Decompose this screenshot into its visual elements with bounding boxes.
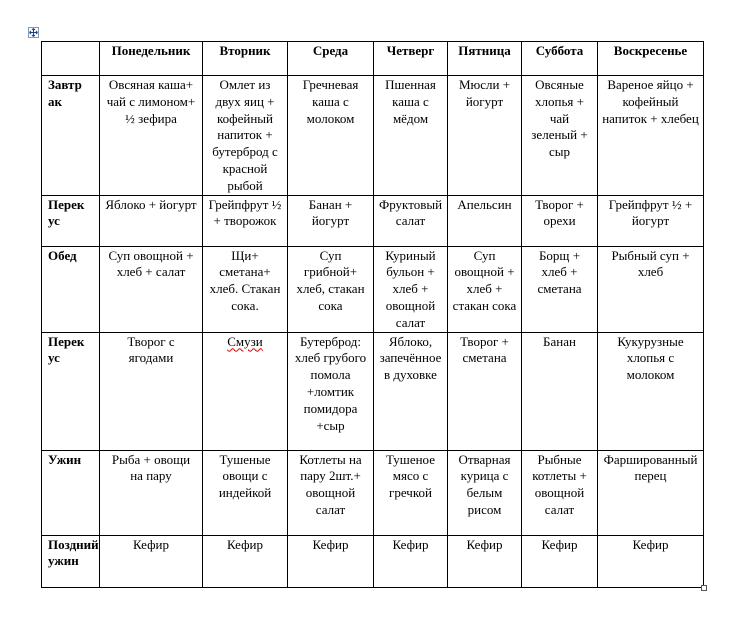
day-header: Вторник bbox=[203, 42, 288, 76]
table-cell: Котлеты на пару 2шт.+ овощной салат bbox=[288, 450, 374, 535]
table-cell: Кефир bbox=[203, 535, 288, 587]
day-header: Четверг bbox=[374, 42, 448, 76]
day-header: Понедельник bbox=[100, 42, 203, 76]
table-cell: Суп овощной + хлеб + стакан сока bbox=[448, 246, 522, 332]
table-cell: Бутерброд: хлеб грубого помола +ломтик помидора +сыр bbox=[288, 332, 374, 450]
table-cell: Овсяные хлопья + чай зеленый + сыр bbox=[522, 76, 598, 196]
meal-label: Ужин bbox=[42, 450, 100, 535]
table-cell: Кукурузные хлопья с молоком bbox=[598, 332, 704, 450]
meal-label: Поздний ужин bbox=[42, 535, 100, 587]
meal-plan-table[interactable] bbox=[41, 41, 704, 588]
table-cell: Тушеное мясо с гречкой bbox=[374, 450, 448, 535]
table-cell: Кефир bbox=[598, 535, 704, 587]
table-cell: Тушеные овощи с индейкой bbox=[203, 450, 288, 535]
table-cell: Фаршированный перец bbox=[598, 450, 704, 535]
table-row bbox=[42, 246, 704, 332]
table-cell: Рыбный суп + хлеб bbox=[598, 246, 704, 332]
table-cell: Кефир bbox=[448, 535, 522, 587]
table-row bbox=[42, 76, 704, 196]
table-row bbox=[42, 195, 704, 246]
meal-label: Перек ус bbox=[42, 332, 100, 450]
table-cell: Яблоко + йогурт bbox=[100, 195, 203, 246]
table-cell: Творог с ягодами bbox=[100, 332, 203, 450]
corner-cell bbox=[42, 42, 100, 76]
meal-label: Завтр ак bbox=[42, 76, 100, 196]
table-move-handle[interactable] bbox=[28, 27, 39, 38]
table-cell: Грейпфрут ½ + творожок bbox=[203, 195, 288, 246]
table-cell: Куриный бульон + хлеб + овощной салат bbox=[374, 246, 448, 332]
table-cell: Банан + йогурт bbox=[288, 195, 374, 246]
table-cell: Кефир bbox=[374, 535, 448, 587]
table-cell: Кефир bbox=[100, 535, 203, 587]
day-header: Пятница bbox=[448, 42, 522, 76]
table-cell: Рыба + овощи на пару bbox=[100, 450, 203, 535]
table-cell: Банан bbox=[522, 332, 598, 450]
day-header: Воскресенье bbox=[598, 42, 704, 76]
meal-label: Перек ус bbox=[42, 195, 100, 246]
table-cell: Овсяная каша+ чай с лимоном+ ½ зефира bbox=[100, 76, 203, 196]
table-cell: Творог + сметана bbox=[448, 332, 522, 450]
table-cell: Отварная курица с белым рисом bbox=[448, 450, 522, 535]
table-cell bbox=[203, 332, 288, 450]
table-cell: Суп грибной+ хлеб, стакан сока bbox=[288, 246, 374, 332]
table-cell: Омлет из двух яиц + кофейный напиток + бутерброд с красной рыбой bbox=[203, 76, 288, 196]
table-cell: Яблоко, запечённое в духовке bbox=[374, 332, 448, 450]
table-cell: Борщ + хлеб + сметана bbox=[522, 246, 598, 332]
table-cell: Кефир bbox=[522, 535, 598, 587]
table-cell: Творог + орехи bbox=[522, 195, 598, 246]
table-cell: Мюсли + йогурт bbox=[448, 76, 522, 196]
table-row bbox=[42, 535, 704, 587]
table-cell: Вареное яйцо + кофейный напиток + хлебец bbox=[598, 76, 704, 196]
table-cell: Суп овощной + хлеб + салат bbox=[100, 246, 203, 332]
table-cell: Пшенная каша с мёдом bbox=[374, 76, 448, 196]
table-cell: Щи+ сметана+ хлеб. Стакан сока. bbox=[203, 246, 288, 332]
day-header: Среда bbox=[288, 42, 374, 76]
table-cell: Апельсин bbox=[448, 195, 522, 246]
day-header: Суббота bbox=[522, 42, 598, 76]
table-row bbox=[42, 450, 704, 535]
header-row bbox=[42, 42, 704, 76]
table-cell: Рыбные котлеты + овощной салат bbox=[522, 450, 598, 535]
table-row bbox=[42, 332, 704, 450]
spellcheck-text: Смузи bbox=[227, 333, 263, 349]
table-cell: Фруктовый салат bbox=[374, 195, 448, 246]
table-cell: Гречневая каша с молоком bbox=[288, 76, 374, 196]
table-cell: Грейпфрут ½ + йогурт bbox=[598, 195, 704, 246]
table-cell: Кефир bbox=[288, 535, 374, 587]
move-arrows-icon bbox=[29, 28, 38, 37]
meal-label: Обед bbox=[42, 246, 100, 332]
table-resize-handle[interactable] bbox=[701, 585, 707, 591]
